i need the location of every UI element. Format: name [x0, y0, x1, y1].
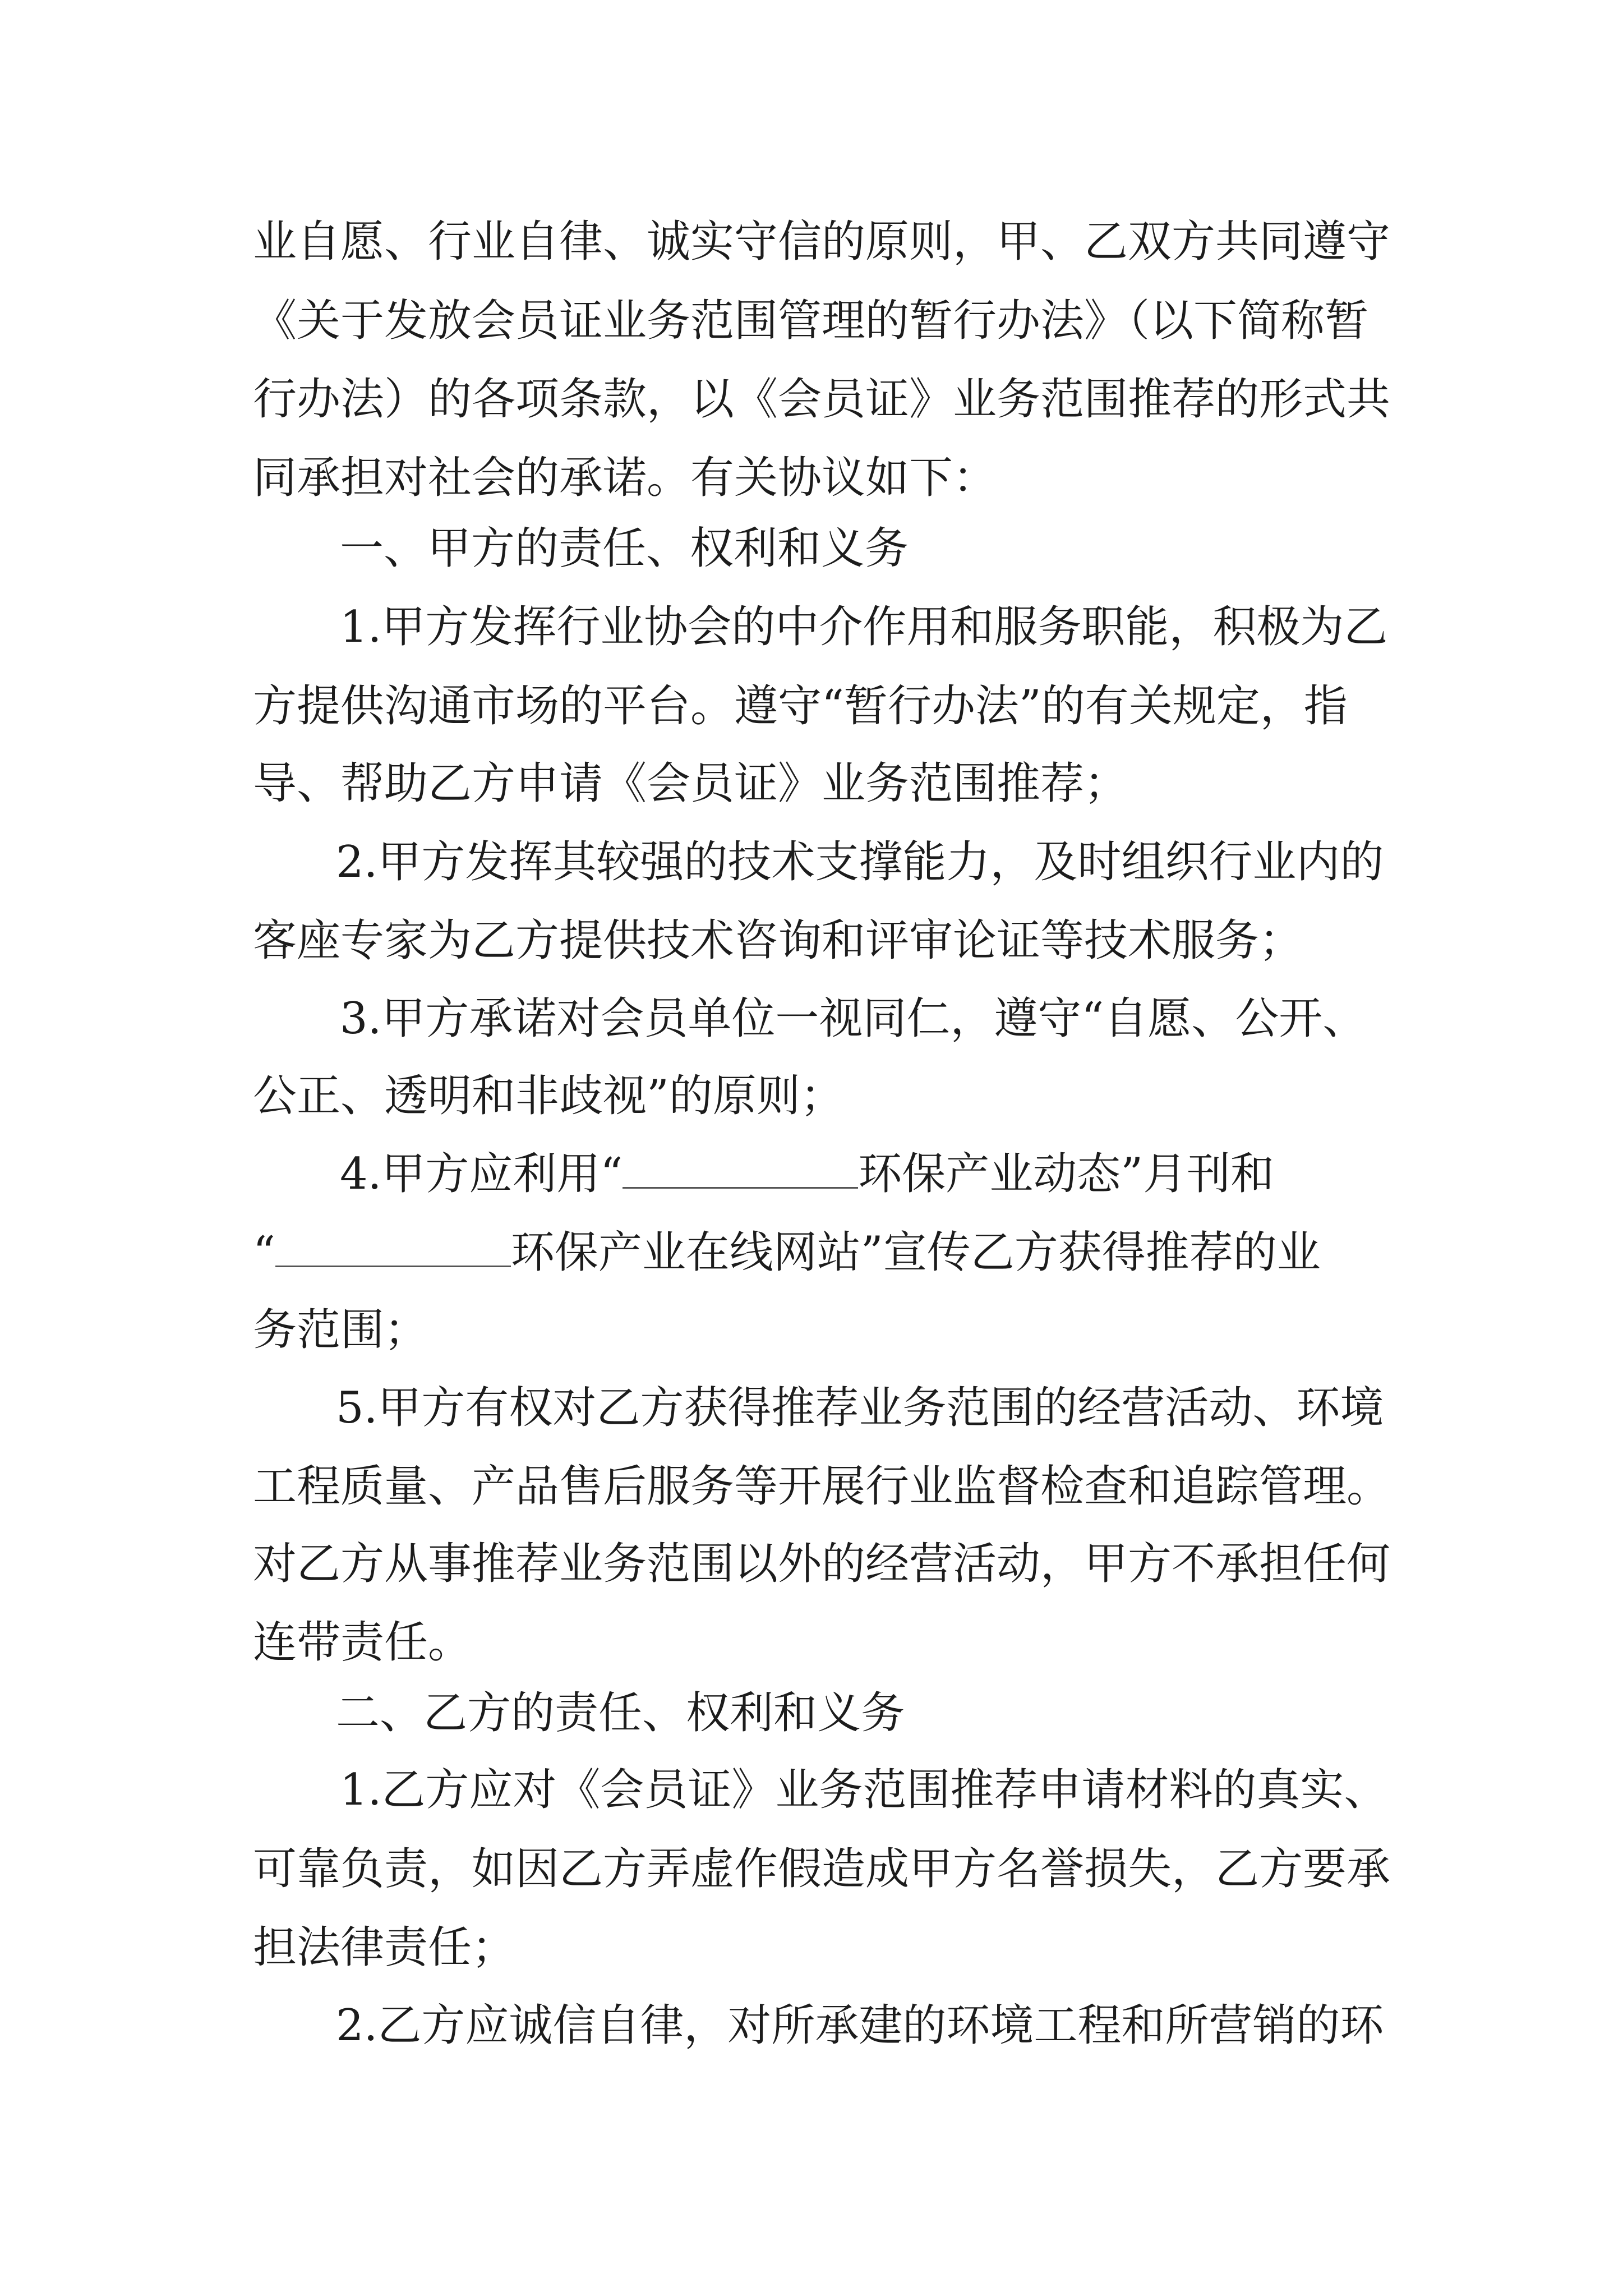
- paragraph-line-with-blank: [253, 1226, 1321, 1280]
- paragraph-line-with-blank: [340, 1147, 1274, 1201]
- paragraph-line: 工程质量、产品售后服务等开展行业监督检查和追踪管理。: [253, 1461, 1391, 1512]
- section-heading-party-a: 一、甲方的责任、权利和义务: [340, 523, 909, 574]
- fill-in-blank: [623, 1151, 858, 1189]
- section-heading-party-b: 二、乙方的责任、权利和义务: [336, 1688, 905, 1738]
- paragraph-line: 1.甲方发挥行业协会的中介作用和服务职能，积极为乙: [340, 602, 1388, 652]
- paragraph-line: 1.乙方应对《会员证》业务范围推荐申请材料的真实、: [340, 1765, 1388, 1815]
- paragraph-line: 公正、透明和非歧视”的原则；: [253, 1071, 844, 1121]
- paragraph-line: 2.乙方应诚信自律，对所承建的环境工程和所营销的环: [336, 2000, 1384, 2051]
- paragraph-line: 客座专家为乙方提供技术咨询和评审论证等技术服务；: [253, 915, 1303, 966]
- paragraph-line: 同承担对社会的承诺。有关协议如下：: [253, 453, 997, 503]
- line-text-before-blank: 4.甲方应利用“: [340, 1149, 623, 1199]
- paragraph-line: 方提供沟通市场的平台。遵守“暂行办法”的有关规定，指: [253, 681, 1348, 731]
- line-text-after-blank: 环保产业动态”月刊和: [858, 1149, 1275, 1199]
- paragraph-line: 担法律责任；: [253, 1922, 516, 1973]
- fill-in-blank: [275, 1230, 511, 1267]
- line-text-after-blank: 环保产业在线网站”宣传乙方获得推荐的业: [510, 1227, 1321, 1278]
- paragraph-line: 务范围；: [253, 1305, 428, 1355]
- paragraph-line: 可靠负责，如因乙方弄虚作假造成甲方名誉损失，乙方要承: [253, 1844, 1391, 1894]
- paragraph-line: 3.甲方承诺对会员单位一视同仁，遵守“自愿、公开、: [340, 993, 1367, 1044]
- paragraph-line: 连带责任。: [253, 1617, 472, 1668]
- paragraph-line: 《关于发放会员证业务范围管理的暂行办法》（以下简称暂: [253, 296, 1369, 346]
- paragraph-line: 行办法）的各项条款，以《会员证》业务范围推荐的形式共: [253, 374, 1391, 425]
- paragraph-line: 对乙方从事推荐业务范围以外的经营活动，甲方不承担任何: [253, 1539, 1391, 1589]
- paragraph-line: 导、帮助乙方申请《会员证》业务范围推荐；: [253, 758, 1128, 809]
- paragraph-line: 业自愿、行业自律、诚实守信的原则，甲、乙双方共同遵守: [253, 217, 1391, 267]
- paragraph-line: 5.甲方有权对乙方获得推荐业务范围的经营活动、环境: [336, 1383, 1384, 1433]
- paragraph-line: 2.甲方发挥其较强的技术支撑能力，及时组织行业内的: [336, 837, 1384, 887]
- line-text-before-blank: “: [253, 1227, 275, 1278]
